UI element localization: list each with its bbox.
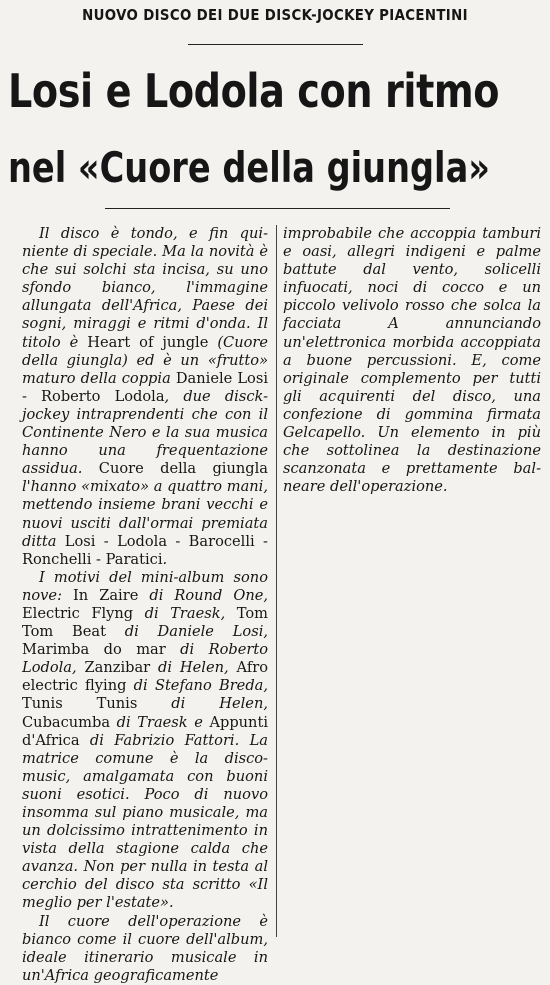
proper-name: Heart of jungle bbox=[87, 333, 209, 351]
text-run: di Stefano Breda, bbox=[126, 677, 268, 695]
proper-name: Cuore della giungla bbox=[98, 460, 268, 478]
article-column-left bbox=[22, 225, 268, 985]
text-run: di Daniele Losi, bbox=[105, 623, 269, 641]
text-run: di Helen, bbox=[137, 695, 268, 713]
text-run: (Cuore della giungla) ed è un «frutto» maturo della coppia bbox=[22, 333, 268, 387]
kicker-divider bbox=[188, 44, 363, 45]
article-paragraph bbox=[22, 225, 268, 569]
text-run: di Traesk, bbox=[133, 604, 237, 622]
proper-name: Cubacumba bbox=[22, 713, 111, 731]
text-run: . bbox=[162, 550, 168, 568]
text-run: l'hanno «mixato» a quattro mani, mettendo insieme brani vecchi e nuovi usciti dall'ormai premiata ditta bbox=[22, 478, 268, 550]
proper-name: Afro electric flying bbox=[22, 659, 268, 695]
headline-line-2: nel «Cuore della giungla» bbox=[8, 143, 490, 192]
headline-line-1: Losi e Lodola con ritmo bbox=[8, 64, 500, 118]
proper-name: Electric Flyng bbox=[22, 604, 134, 622]
text-run: I motivi del mini-album sono nove: bbox=[22, 568, 268, 604]
proper-name: Appunti d'Africa bbox=[22, 713, 268, 749]
article-paragraph bbox=[22, 913, 268, 985]
text-run: improbabile che accoppia tamburi e oasi, allegri indigeni e palme battute dal vento, solicelli infuocati, noci di cocco e un piccolo velivolo rosso che solca la facciata A annunciando un'elettronica morbida accoppiata a buone percussioni. E, come originale complemento per tutti gli acquirenti del disco, una confezione di gommina firmata Gelcapello. Un elemento in più che sottolinea la destinazione scanzonata e prettamente balneare dell'operazione. bbox=[283, 225, 541, 496]
column-divider bbox=[276, 225, 277, 937]
proper-name: In Zaire bbox=[73, 586, 139, 604]
text-run: di Round One, bbox=[138, 586, 268, 604]
proper-name: Tunis Tunis bbox=[22, 695, 138, 713]
proper-name: Daniele Losi - Roberto Lodola bbox=[22, 369, 268, 405]
text-run: , due disck-jockey intraprendenti che con il Continente Nero e la sua musica hanno una frequentazione assidua. bbox=[22, 387, 269, 478]
article-paragraph bbox=[22, 569, 268, 913]
proper-name: Zanzibar bbox=[84, 659, 151, 677]
kicker: NUOVO DISCO DEI DUE DISCK-JOCKEY PIACENTINI bbox=[82, 6, 468, 24]
article-paragraph bbox=[283, 225, 541, 496]
proper-name: Tom Tom Beat bbox=[22, 604, 268, 641]
headline-divider bbox=[105, 208, 450, 209]
text-run: Il cuore dell'operazione è bianco come il cuore dell'album, ideale itinerario musicale in un'Africa geograficamente bbox=[22, 912, 268, 984]
text-run: di Traesk e bbox=[110, 713, 210, 731]
article-column-right bbox=[283, 225, 541, 496]
text-run: di Roberto Lodola, bbox=[22, 641, 269, 677]
proper-name: Losi - Lodola - Barocelli - Ronchelli - Paratici bbox=[22, 532, 268, 568]
proper-name: Marimba do mar bbox=[22, 641, 166, 659]
text-run: di Fabrizio Fattori. La matrice comune è la disco-music, amalgamata con buoni suoni esotici. Poco di nuovo insomma sul piano musicale, ma un dolcissimo intrattenimento in vista della stagione calda che avanza. Non per nulla in testa al cerchio del disco sta scritto «Il meglio per l'estate». bbox=[22, 731, 268, 912]
text-run: di Helen, bbox=[150, 659, 237, 677]
text-run: Il disco è tondo, e fin quiniente di speciale. Ma la novità è che sui solchi sta incisa, su uno sfondo bianco, l'immagine allungata dell'Africa, Paese dei sogni, miraggi e ritmi d'onda. Il titolo è bbox=[22, 225, 268, 351]
